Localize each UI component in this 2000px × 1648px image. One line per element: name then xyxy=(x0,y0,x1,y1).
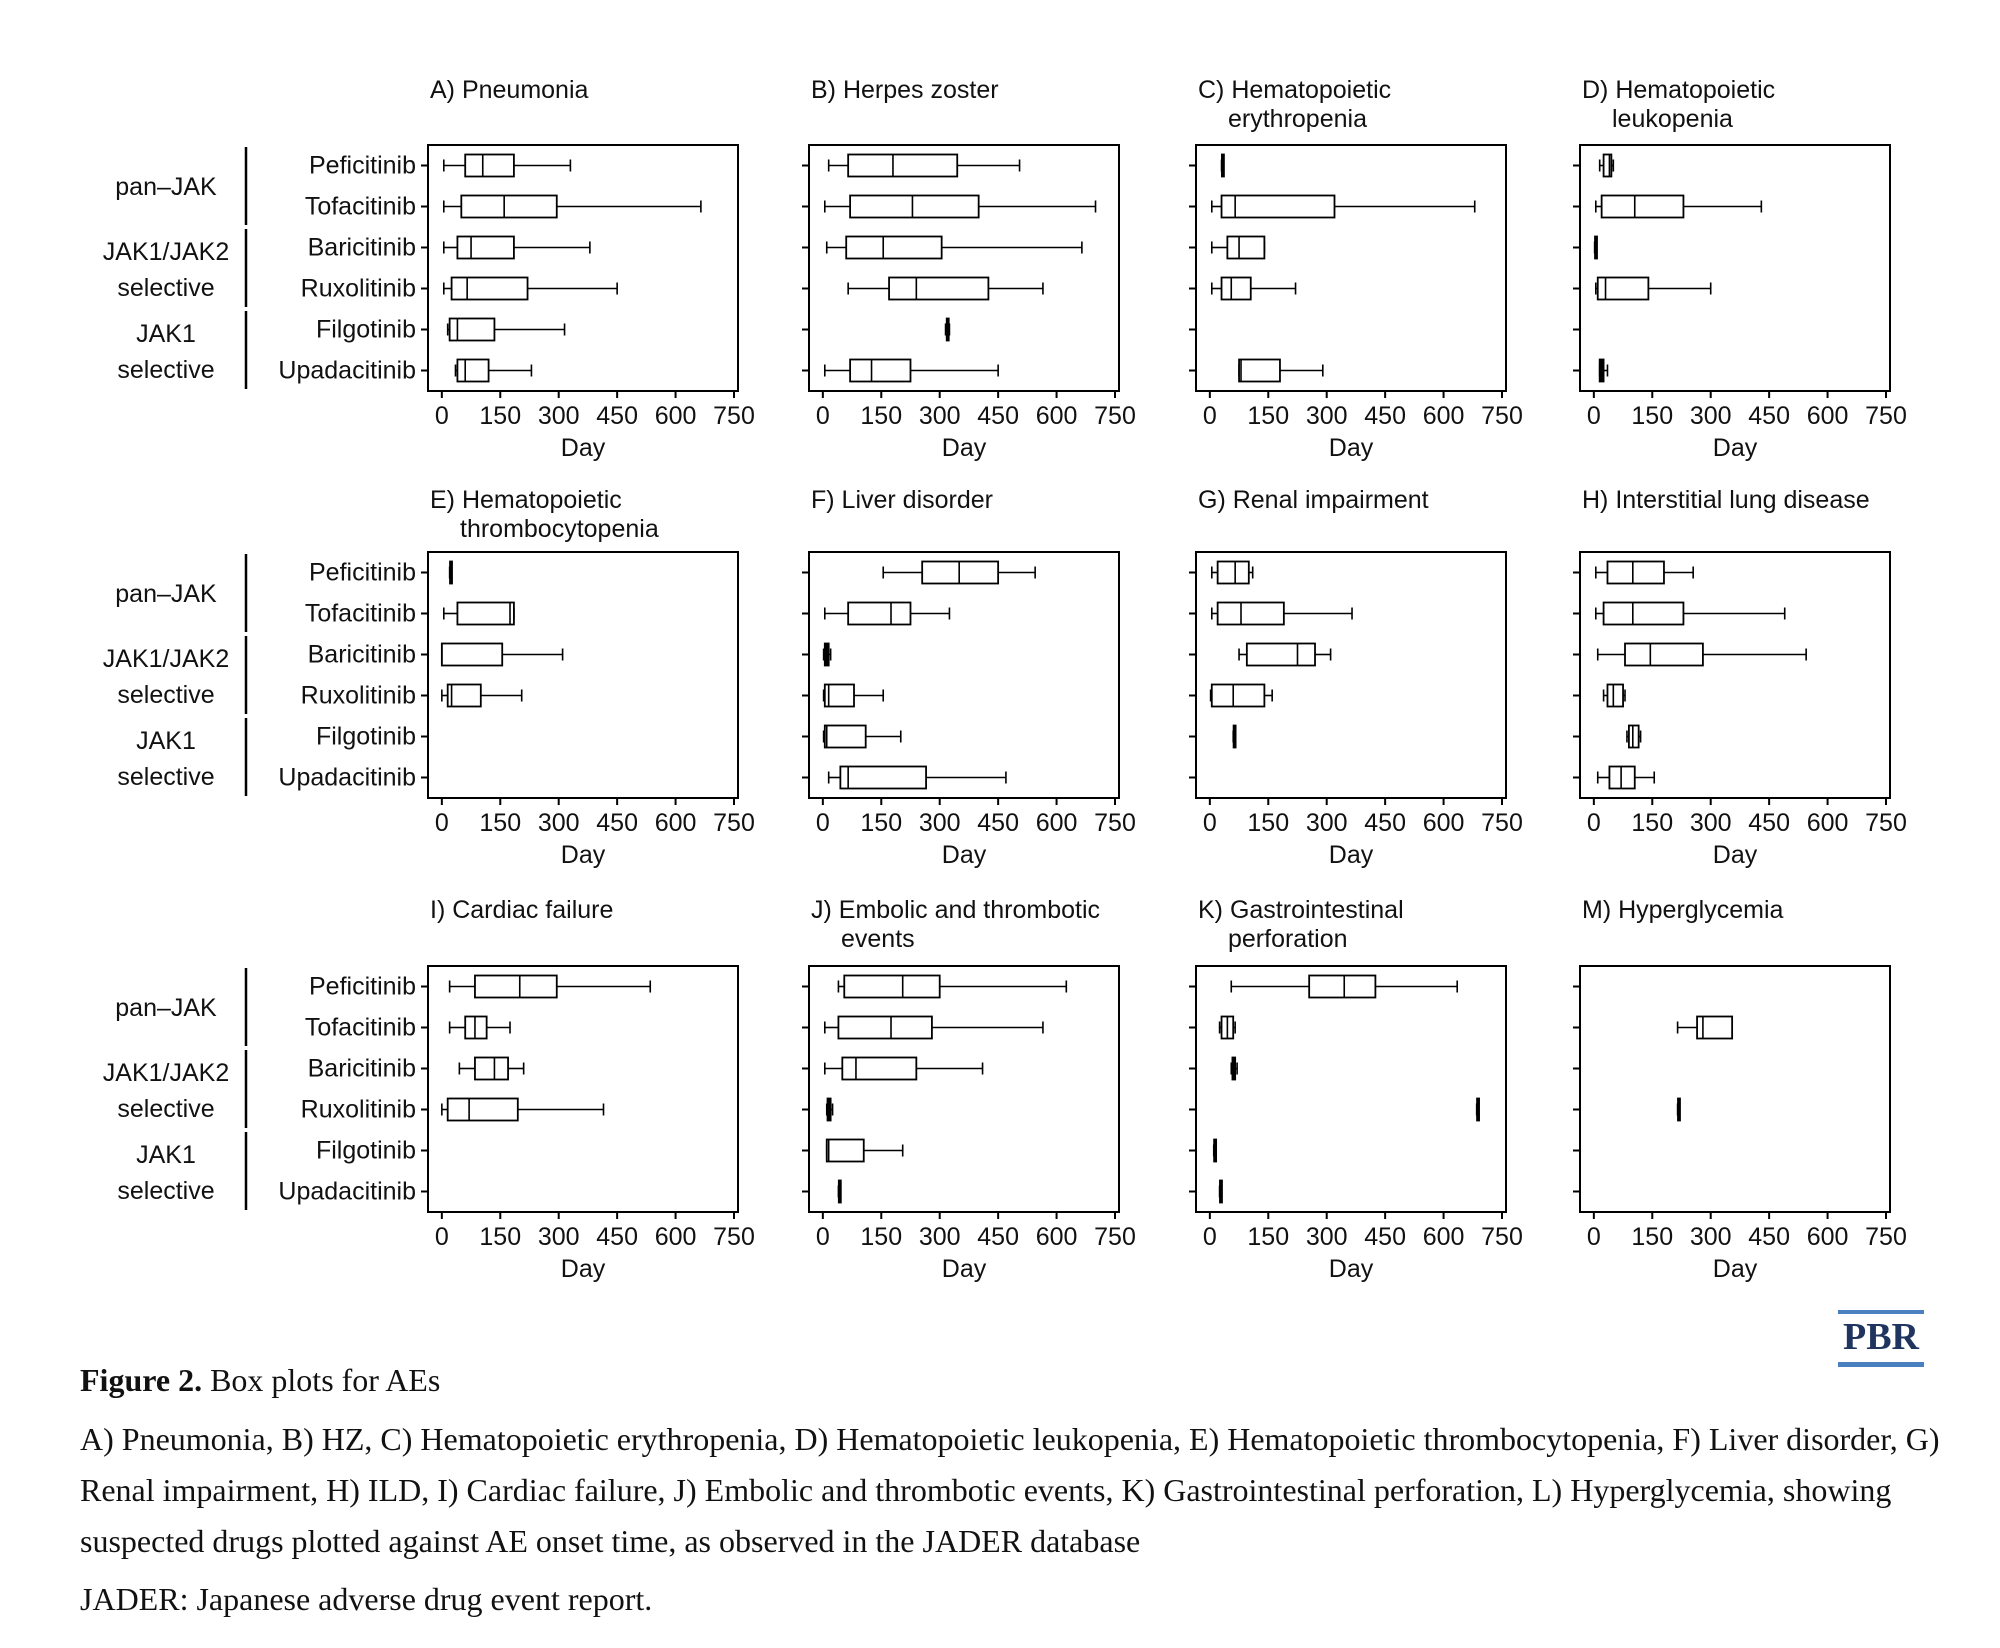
x-axis-label: Day xyxy=(941,841,987,869)
x-tick-label: 600 xyxy=(1035,809,1078,837)
panel-title: E) Hematopoietic xyxy=(430,486,622,514)
x-tick-label: 450 xyxy=(1364,809,1406,837)
x-tick-label: 150 xyxy=(479,809,522,837)
panel-title: M) Hyperglycemia xyxy=(1582,896,1784,924)
x-tick-label: 600 xyxy=(1422,809,1465,837)
x-axis-label: Day xyxy=(941,434,987,462)
group-label: selective xyxy=(117,274,215,302)
x-tick-label: 450 xyxy=(596,402,638,430)
caption-title: Box plots for AEs xyxy=(210,1362,441,1398)
box-iqr xyxy=(465,155,514,177)
box-iqr xyxy=(825,726,866,748)
x-tick-label: 750 xyxy=(1865,809,1907,837)
x-tick-label: 750 xyxy=(1094,809,1136,837)
group-label: selective xyxy=(117,763,215,791)
x-tick-label: 450 xyxy=(1748,809,1790,837)
panel-title: B) Herpes zoster xyxy=(811,76,999,104)
box-iqr xyxy=(457,360,488,382)
x-tick-label: 450 xyxy=(977,809,1019,837)
x-tick-label: 0 xyxy=(1586,809,1601,837)
x-tick-label: 600 xyxy=(654,1223,697,1251)
plot-frame xyxy=(1580,966,1890,1212)
x-tick-label: 0 xyxy=(434,809,449,837)
group-label: JAK1/JAK2 xyxy=(102,1059,230,1087)
x-tick-label: 750 xyxy=(1094,402,1136,430)
x-tick-label: 300 xyxy=(1305,809,1348,837)
x-axis-label: Day xyxy=(1328,841,1374,869)
x-axis-label: Day xyxy=(560,841,606,869)
x-tick-label: 0 xyxy=(434,1223,449,1251)
x-tick-label: 600 xyxy=(1035,402,1078,430)
x-tick-label: 450 xyxy=(1364,402,1406,430)
box-iqr xyxy=(889,278,988,300)
box-iqr xyxy=(840,767,926,789)
box-iqr xyxy=(922,562,998,584)
x-tick-label: 450 xyxy=(1364,1223,1406,1251)
plot-frame xyxy=(809,552,1119,798)
x-tick-label: 750 xyxy=(1481,402,1523,430)
x-tick-label: 150 xyxy=(1247,809,1290,837)
drug-label: Baricitinib xyxy=(307,233,416,262)
plot-frame xyxy=(1196,145,1506,391)
box-iqr xyxy=(1222,278,1251,300)
x-tick-label: 750 xyxy=(713,809,755,837)
drug-label: Filgotinib xyxy=(315,1136,416,1165)
box-iqr xyxy=(1607,685,1623,707)
box-iqr xyxy=(844,976,939,998)
box-iqr xyxy=(465,1017,486,1039)
group-label: selective xyxy=(117,681,215,709)
box-iqr xyxy=(838,1017,931,1039)
x-tick-label: 750 xyxy=(1481,809,1523,837)
x-tick-label: 600 xyxy=(654,402,697,430)
group-label: JAK1 xyxy=(136,727,196,755)
x-tick-label: 750 xyxy=(1094,1223,1136,1251)
x-tick-label: 300 xyxy=(1305,1223,1348,1251)
panel-title: C) Hematopoietic xyxy=(1198,76,1392,104)
x-tick-label: 300 xyxy=(537,402,580,430)
caption-body: A) Pneumonia, B) HZ, C) Hematopoietic erythropenia, D) Hematopoietic leukopenia, E) Hematopoietic thrombocytopenia, F) Liver disorder, G) Renal impairment, H) ILD, I) Cardiac failure, J) Embolic and thrombotic events, K) Gastrointestinal perforation, L) Hyperglycemia, showing suspected drugs plotted against AE onset time, as observed in the JADER database xyxy=(80,1421,1940,1559)
x-tick-label: 600 xyxy=(1806,402,1849,430)
caption-title-line xyxy=(80,1360,1940,1400)
drug-label: Peficitinib xyxy=(309,972,416,1001)
box-iqr xyxy=(1239,360,1280,382)
drug-label: Filgotinib xyxy=(315,315,416,344)
x-axis-label: Day xyxy=(1328,434,1374,462)
group-label: JAK1 xyxy=(136,1141,196,1169)
box-iqr xyxy=(1222,196,1335,218)
x-tick-label: 150 xyxy=(479,1223,522,1251)
x-tick-label: 0 xyxy=(815,1223,830,1251)
plot-frame xyxy=(809,966,1119,1212)
x-axis-label: Day xyxy=(560,434,606,462)
x-tick-label: 450 xyxy=(977,402,1019,430)
panel-title: H) Interstitial lung disease xyxy=(1582,486,1870,514)
drug-label: Peficitinib xyxy=(309,558,416,587)
x-tick-label: 450 xyxy=(596,1223,638,1251)
x-tick-label: 150 xyxy=(860,402,903,430)
panel-title: J) Embolic and thrombotic xyxy=(811,896,1101,924)
drug-label: Upadacitinib xyxy=(278,1177,416,1206)
x-tick-label: 0 xyxy=(815,809,830,837)
group-label: pan–JAK xyxy=(115,994,217,1022)
x-tick-label: 300 xyxy=(918,402,961,430)
group-label: pan–JAK xyxy=(115,580,217,608)
x-tick-label: 0 xyxy=(434,402,449,430)
x-tick-label: 300 xyxy=(537,809,580,837)
panel-title: events xyxy=(841,925,915,953)
box-iqr xyxy=(461,196,556,218)
x-axis-label: Day xyxy=(1712,841,1758,869)
x-tick-label: 0 xyxy=(1202,1223,1217,1251)
x-tick-label: 750 xyxy=(1865,402,1907,430)
box-iqr xyxy=(1609,767,1634,789)
drug-label: Filgotinib xyxy=(315,722,416,751)
x-tick-label: 300 xyxy=(918,809,961,837)
x-tick-label: 300 xyxy=(1689,809,1732,837)
x-tick-label: 300 xyxy=(1689,402,1732,430)
x-axis-label: Day xyxy=(1328,1255,1374,1283)
plot-frame xyxy=(428,145,738,391)
box-iqr xyxy=(1629,726,1639,748)
box-iqr xyxy=(848,603,910,625)
x-tick-label: 600 xyxy=(1422,1223,1465,1251)
panel-title: I) Cardiac failure xyxy=(430,896,614,924)
box-iqr xyxy=(1604,603,1684,625)
x-tick-label: 450 xyxy=(1748,1223,1790,1251)
drug-label: Baricitinib xyxy=(307,640,416,669)
x-tick-label: 150 xyxy=(1247,402,1290,430)
box-iqr xyxy=(442,644,502,666)
caption-label: Figure 2. xyxy=(80,1362,203,1398)
box-iqr xyxy=(1625,644,1703,666)
drug-label: Tofacitinib xyxy=(304,1013,416,1042)
box-iqr xyxy=(450,319,495,341)
box-iqr xyxy=(1218,603,1284,625)
x-tick-label: 450 xyxy=(1748,402,1790,430)
x-tick-label: 150 xyxy=(1631,1223,1674,1251)
x-tick-label: 300 xyxy=(1305,402,1348,430)
x-tick-label: 750 xyxy=(713,402,755,430)
x-tick-label: 600 xyxy=(1422,402,1465,430)
figure-caption xyxy=(80,1360,1940,1621)
box-iqr xyxy=(1607,562,1663,584)
box-iqr xyxy=(475,1058,508,1080)
x-tick-label: 750 xyxy=(1481,1223,1523,1251)
panel-title: thrombocytopenia xyxy=(460,515,659,543)
box-iqr xyxy=(850,360,910,382)
pbr-logo: PBR xyxy=(1838,1310,1924,1367)
panel-title: perforation xyxy=(1228,925,1348,953)
box-iqr xyxy=(850,196,979,218)
box-iqr xyxy=(1218,562,1249,584)
plot-frame xyxy=(428,966,738,1212)
panel-title: D) Hematopoietic xyxy=(1582,76,1776,104)
plot-frame xyxy=(1580,552,1890,798)
box-iqr xyxy=(457,603,513,625)
group-label: selective xyxy=(117,1177,215,1205)
drug-label: Tofacitinib xyxy=(304,599,416,628)
drug-label: Upadacitinib xyxy=(278,356,416,385)
panel-title: F) Liver disorder xyxy=(811,486,993,514)
x-tick-label: 750 xyxy=(1865,1223,1907,1251)
group-label: pan–JAK xyxy=(115,173,217,201)
box-iqr xyxy=(452,278,528,300)
x-tick-label: 600 xyxy=(1806,1223,1849,1251)
panel-title: erythropenia xyxy=(1228,105,1367,133)
x-tick-label: 600 xyxy=(1806,809,1849,837)
x-tick-label: 150 xyxy=(860,809,903,837)
box-iqr xyxy=(457,237,513,259)
panel-title: G) Renal impairment xyxy=(1198,486,1429,514)
x-tick-label: 0 xyxy=(1586,1223,1601,1251)
x-axis-label: Day xyxy=(1712,1255,1758,1283)
drug-label: Ruxolitinib xyxy=(300,274,416,303)
box-iqr xyxy=(842,1058,916,1080)
box-iqr xyxy=(1602,196,1684,218)
x-tick-label: 300 xyxy=(918,1223,961,1251)
plot-frame xyxy=(1196,552,1506,798)
x-tick-label: 600 xyxy=(654,809,697,837)
x-tick-label: 300 xyxy=(1689,1223,1732,1251)
group-label: JAK1/JAK2 xyxy=(102,238,230,266)
panel-title: A) Pneumonia xyxy=(430,76,589,104)
drug-label: Upadacitinib xyxy=(278,763,416,792)
panel-title: leukopenia xyxy=(1612,105,1733,133)
box-iqr xyxy=(1309,976,1375,998)
x-tick-label: 600 xyxy=(1035,1223,1078,1251)
x-axis-label: Day xyxy=(1712,434,1758,462)
panel-title: K) Gastrointestinal xyxy=(1198,896,1404,924)
x-tick-label: 0 xyxy=(815,402,830,430)
x-tick-label: 150 xyxy=(1631,402,1674,430)
box-iqr xyxy=(448,685,481,707)
x-tick-label: 150 xyxy=(479,402,522,430)
plot-frame xyxy=(428,552,738,798)
box-iqr xyxy=(1212,685,1265,707)
x-tick-label: 150 xyxy=(860,1223,903,1251)
x-tick-label: 750 xyxy=(713,1223,755,1251)
x-axis-label: Day xyxy=(941,1255,987,1283)
x-tick-label: 150 xyxy=(1631,809,1674,837)
group-label: JAK1 xyxy=(136,320,196,348)
plot-frame xyxy=(1580,145,1890,391)
drug-label: Ruxolitinib xyxy=(300,1095,416,1124)
caption-note: JADER: Japanese adverse drug event report. xyxy=(80,1581,653,1617)
box-iqr xyxy=(1227,237,1264,259)
box-iqr xyxy=(475,976,557,998)
x-tick-label: 450 xyxy=(977,1223,1019,1251)
x-tick-label: 0 xyxy=(1202,809,1217,837)
box-iqr xyxy=(1247,644,1315,666)
drug-label: Peficitinib xyxy=(309,151,416,180)
group-label: selective xyxy=(117,356,215,384)
x-axis-label: Day xyxy=(560,1255,606,1283)
drug-label: Ruxolitinib xyxy=(300,681,416,710)
box-iqr xyxy=(827,1140,864,1162)
x-tick-label: 450 xyxy=(596,809,638,837)
x-tick-label: 0 xyxy=(1202,402,1217,430)
box-iqr xyxy=(448,1099,518,1121)
drug-label: Tofacitinib xyxy=(304,192,416,221)
plot-frame xyxy=(1196,966,1506,1212)
x-tick-label: 300 xyxy=(537,1223,580,1251)
x-tick-label: 0 xyxy=(1586,402,1601,430)
x-tick-label: 150 xyxy=(1247,1223,1290,1251)
box-iqr xyxy=(848,155,957,177)
plot-frame xyxy=(809,145,1119,391)
drug-label: Baricitinib xyxy=(307,1054,416,1083)
group-label: JAK1/JAK2 xyxy=(102,645,230,673)
group-label: selective xyxy=(117,1095,215,1123)
box-iqr xyxy=(846,237,941,259)
